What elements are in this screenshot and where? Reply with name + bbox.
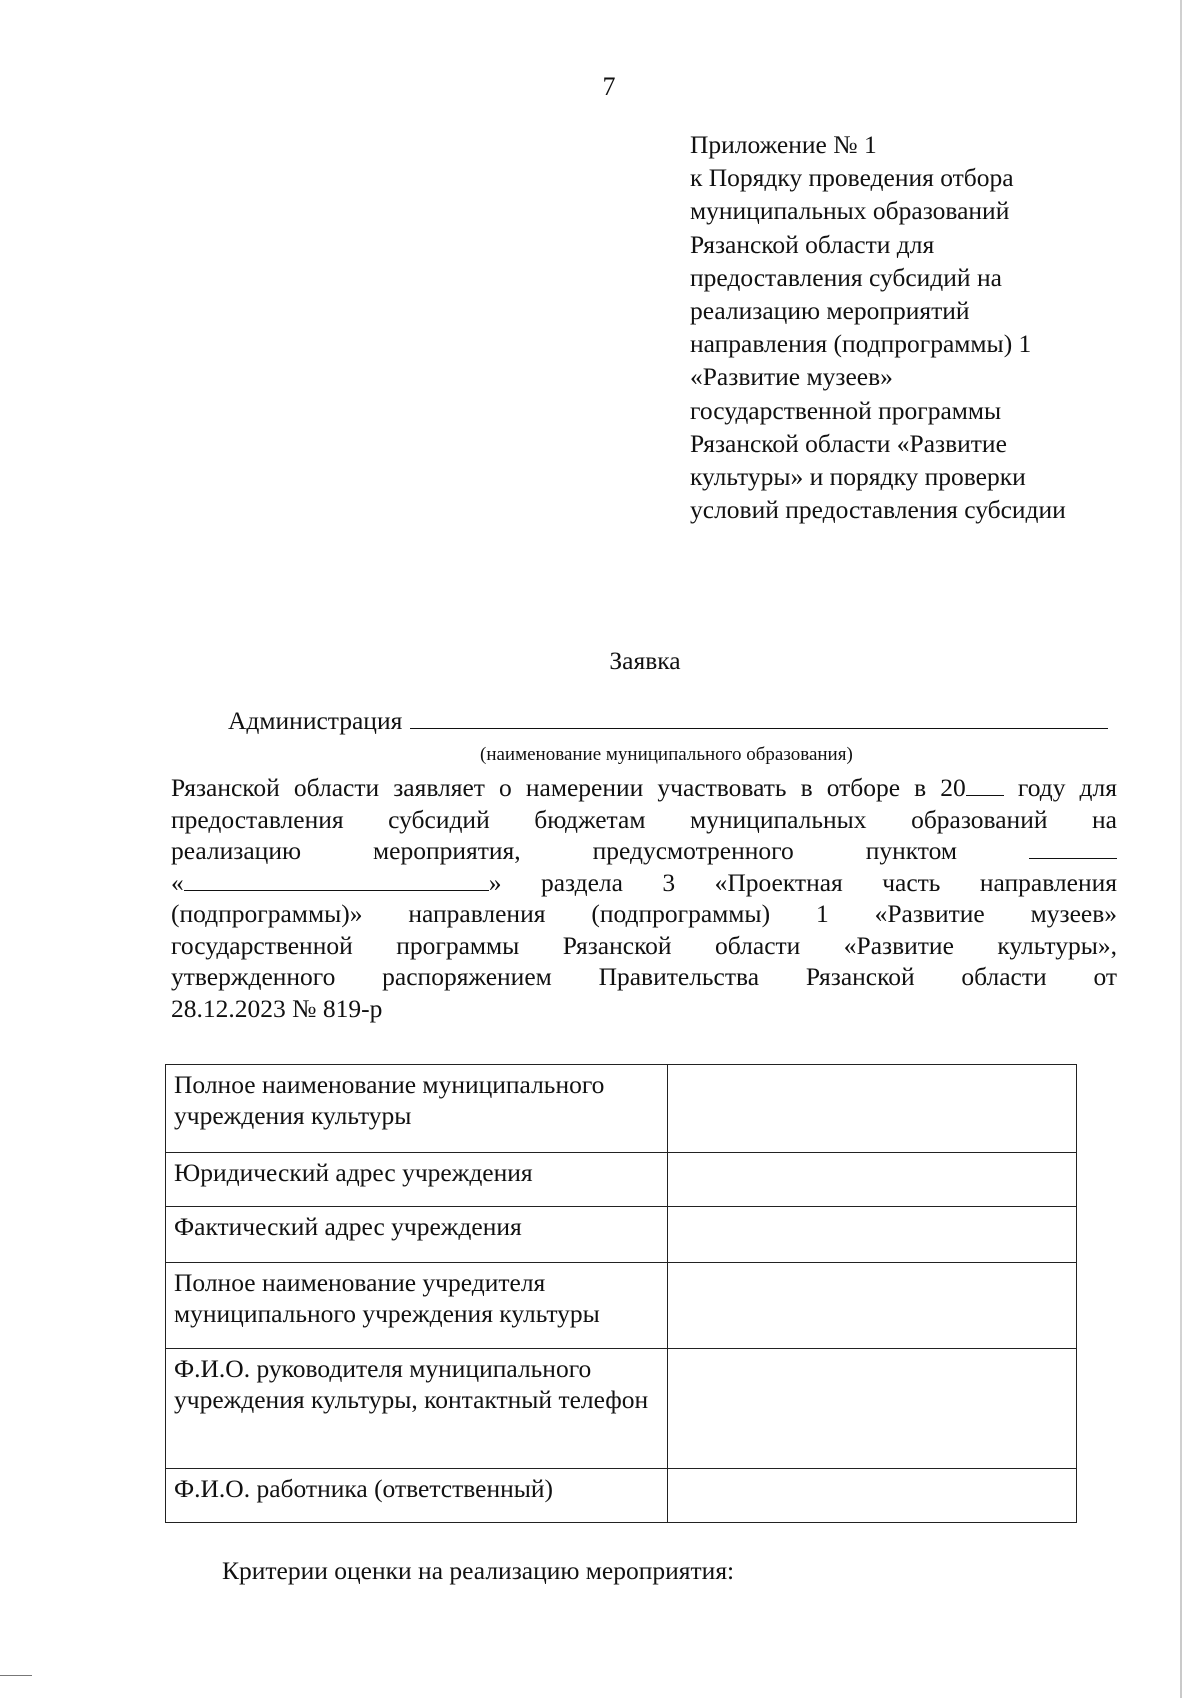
table-row: [166, 1065, 1077, 1153]
paragraph-text: году для: [1017, 773, 1117, 802]
table-cell-value[interactable]: [668, 1469, 1077, 1523]
application-paragraph: [171, 772, 1117, 1024]
table-cell-value[interactable]: [668, 1065, 1077, 1153]
municipality-caption: (наименование муниципального образования): [480, 744, 853, 765]
appendix-line: Рязанской области для: [690, 229, 935, 259]
event-name-blank-field[interactable]: [184, 868, 489, 891]
paragraph-line-3: [171, 835, 1117, 867]
institution-info-table: [165, 1064, 1077, 1523]
table-row: [166, 1469, 1077, 1523]
criteria-heading: Критерии оценки на реализацию мероприятия:: [222, 1556, 735, 1585]
appendix-line: направления (подпрограммы) 1: [690, 329, 1032, 359]
paragraph-text: «: [171, 867, 184, 897]
table-cell-label: Ф.И.О. работника (ответственный): [166, 1469, 668, 1523]
table-cell-label: Полное наименование муниципального учреждения культуры: [166, 1065, 668, 1153]
document-title: Заявка: [609, 646, 681, 675]
table-row: [166, 1349, 1077, 1469]
administration-label: Администрация: [228, 706, 403, 735]
paragraph-line-8: 28.12.2023 № 819-р: [171, 993, 383, 1023]
table-row: [166, 1153, 1077, 1207]
year-blank-field[interactable]: [966, 773, 1004, 796]
appendix-header: [690, 128, 1130, 526]
appendix-line: Рязанской области «Развитие: [690, 428, 1007, 458]
appendix-line: «Развитие музеев»: [690, 362, 893, 392]
table-cell-label: Полное наименование учредителя муниципального учреждения культуры: [166, 1263, 668, 1349]
table-row: [166, 1207, 1077, 1263]
page-number: 7: [602, 72, 616, 101]
appendix-line: предоставления субсидий на: [690, 262, 1002, 292]
point-number-blank-field[interactable]: [1029, 836, 1117, 859]
table-cell-label: Юридический адрес учреждения: [166, 1153, 668, 1207]
paragraph-line-1: [171, 772, 1117, 804]
table-cell-label: Фактический адрес учреждения: [166, 1207, 668, 1263]
paragraph-text: Рязанской области заявляет о намерении участвовать в отборе в 20: [171, 773, 966, 802]
paragraph-line-6: государственной программы Рязанской области «Развитие культуры»,: [171, 930, 1117, 960]
paragraph-text: реализацию мероприятия, предусмотренного пунктом: [171, 836, 958, 865]
municipality-name-field[interactable]: [410, 704, 1108, 729]
table-cell-value[interactable]: [668, 1207, 1077, 1263]
table-cell-value[interactable]: [668, 1153, 1077, 1207]
paragraph-line-4: [171, 867, 1117, 899]
appendix-line: культуры» и порядку проверки: [690, 462, 1026, 492]
table-cell-label: Ф.И.О. руководителя муниципального учреждения культуры, контактный телефон: [166, 1349, 668, 1469]
scan-edge-line: [1180, 0, 1182, 1698]
appendix-line: условий предоставления субсидии: [690, 495, 1066, 525]
administration-line: [228, 704, 1108, 736]
scan-bottom-mark: [0, 1675, 32, 1676]
appendix-line: муниципальных образований: [690, 196, 1010, 226]
paragraph-line-5: (подпрограммы)» направления (подпрограммы) 1 «Развитие музеев»: [171, 899, 1117, 928]
appendix-line: реализацию мероприятий: [690, 296, 970, 326]
appendix-line: государственной программы: [690, 395, 1002, 425]
appendix-line: к Порядку проведения отбора: [690, 163, 1014, 193]
paragraph-line-2: предоставления субсидий бюджетам муниципальных образований на: [171, 804, 1117, 834]
appendix-line: Приложение № 1: [690, 130, 877, 159]
table-cell-value[interactable]: [668, 1263, 1077, 1349]
table-row: [166, 1263, 1077, 1349]
paragraph-text: » раздела 3 «Проектная часть направления: [488, 867, 1117, 897]
paragraph-line-7: утвержденного распоряжением Правительства Рязанской области от: [171, 962, 1117, 991]
table-cell-value[interactable]: [668, 1349, 1077, 1469]
